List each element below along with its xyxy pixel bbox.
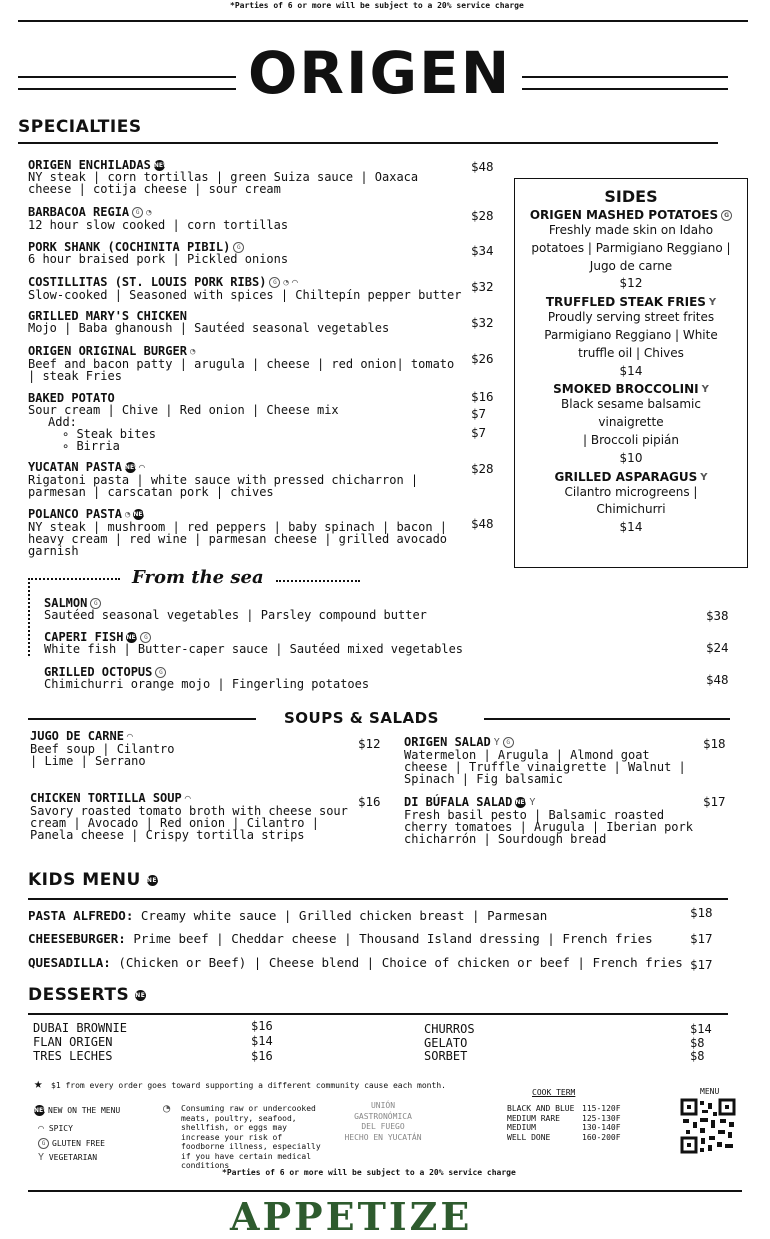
item-price: $17 bbox=[703, 794, 726, 809]
menu-item-baked-potato bbox=[28, 392, 468, 452]
item-price: $32 bbox=[471, 315, 494, 330]
item-name: PORK SHANK (COCHINITA PIBIL) bbox=[28, 240, 231, 254]
add-label: Add: bbox=[48, 415, 77, 429]
gluten-free-icon: G bbox=[90, 598, 101, 609]
side-desc-line: Freshly made skin on Idaho bbox=[548, 223, 714, 237]
side-name-text: TRUFFLED STEAK FRIES bbox=[545, 295, 706, 310]
sides-box bbox=[514, 178, 748, 568]
item-name: GRILLED MARY'S CHICKEN bbox=[28, 309, 187, 323]
bottom-service-note: *Parties of 6 or more will be subject to a 20% service charge bbox=[222, 1168, 516, 1177]
item-price: $12 bbox=[358, 736, 381, 751]
next-heading-text: APPETIZE bbox=[230, 1194, 473, 1239]
new-on-menu-icon: NEW bbox=[515, 799, 532, 806]
legend-veg-text: VEGETARIAN bbox=[48, 1153, 98, 1162]
menu-item-origen-burger bbox=[28, 345, 468, 382]
gluten-free-icon: G bbox=[38, 1138, 49, 1149]
raw-warning-icon: ◔ bbox=[163, 1101, 171, 1115]
item-desc: Chimichurri orange mojo | Fingerling potatoes bbox=[44, 677, 370, 691]
item-desc: NY steak | mushroom | red peppers | baby spinach | bacon | heavy cream | red wine | parmesan cheese | grilled avocado garnish bbox=[28, 519, 448, 558]
add-price: $7 bbox=[471, 406, 487, 421]
item-name: ORIGEN ORIGINAL BURGER bbox=[28, 344, 187, 358]
community-note: $1 from every order goes toward supporting a different community cause each month. bbox=[51, 1081, 446, 1090]
cook-temp: 130-140F bbox=[582, 1123, 621, 1132]
menu-item-jugo-de-carne bbox=[30, 730, 360, 767]
union-line: DEL FUEGO bbox=[361, 1122, 405, 1131]
legend-spicy-text: SPICY bbox=[48, 1124, 73, 1133]
kids-item bbox=[28, 908, 547, 923]
new-on-menu-icon: NEW bbox=[146, 876, 165, 884]
menu-item-caperi-fish bbox=[44, 631, 484, 655]
star-icon: ★ bbox=[34, 1076, 43, 1092]
union-stamp bbox=[338, 1101, 428, 1143]
item-name: CHICKEN TORTILLA SOUP bbox=[30, 791, 182, 805]
menu-item-grilled-marys-chicken bbox=[28, 310, 468, 334]
bullet-icon: ∘ bbox=[62, 427, 77, 441]
side-price: $10 bbox=[619, 450, 643, 465]
sides-heading: SIDES bbox=[604, 187, 658, 206]
raw-warning-text: Consuming raw or undercooked meats, poultry, seafood, shellfish, or eggs may increase your risk of foodborne illness, especially if you have certain medical conditions bbox=[181, 1104, 321, 1170]
item-desc: Watermelon | Arugula | Almond goat cheese | Truffle vinaigrette | Walnut | Spinach | Fig balsamic bbox=[404, 747, 686, 786]
menu-item-barbacoa-regia bbox=[28, 206, 468, 231]
soups-heading: SOUPS & SALADS bbox=[284, 709, 439, 727]
dessert-item: GELATO bbox=[424, 1036, 468, 1050]
item-desc: Beef and bacon patty | arugula | cheese | red onion| tomato | steak Fries bbox=[28, 356, 455, 383]
brand-logo: ORIGEN bbox=[248, 39, 512, 107]
side-price: $14 bbox=[619, 520, 643, 535]
legend-spicy bbox=[38, 1124, 73, 1134]
cook-term: MEDIUM bbox=[507, 1123, 536, 1132]
union-line: GASTRONÓMICA bbox=[354, 1111, 412, 1121]
raw-warning-icon: ◔ bbox=[124, 509, 131, 520]
side-name bbox=[515, 208, 747, 222]
bullet-icon: ∘ bbox=[62, 439, 77, 453]
item-name: CAPERI FISH bbox=[44, 630, 124, 644]
item-price: $48 bbox=[471, 159, 494, 174]
vegetarian-icon: Y bbox=[38, 1152, 45, 1163]
specialties-divider bbox=[18, 142, 718, 144]
vegetarian-icon: Y bbox=[493, 736, 500, 748]
item-desc: Fresh basil pesto | Balsamic roasted cherry tomatoes | Arugula | Iberian pork chicharrón | Sourdough bread bbox=[404, 807, 693, 846]
item-name: JUGO DE CARNE bbox=[30, 729, 124, 743]
side-price: $14 bbox=[619, 363, 643, 378]
kids-item bbox=[28, 955, 683, 970]
vegetarian-icon: Y bbox=[700, 471, 708, 483]
dessert-item: DUBAI BROWNIE bbox=[33, 1021, 127, 1035]
cook-term-temps bbox=[582, 1104, 621, 1142]
gluten-free-icon: G bbox=[503, 737, 514, 748]
cook-term-title: COOK TERM bbox=[532, 1088, 576, 1097]
new-on-menu-icon: NEW bbox=[126, 634, 143, 641]
menu-item-chicken-tortilla-soup bbox=[30, 792, 360, 841]
cook-temp: 125-130F bbox=[582, 1113, 621, 1123]
side-desc-line: Chimichurri bbox=[596, 502, 666, 517]
item-desc: Sour cream | Chive | Red onion | Cheese mix bbox=[28, 403, 339, 417]
item-price: $32 bbox=[471, 279, 494, 294]
item-price: $34 bbox=[471, 243, 494, 258]
kids-item bbox=[28, 931, 653, 946]
item-price: $26 bbox=[471, 351, 494, 366]
gluten-free-icon: G bbox=[269, 277, 280, 288]
vegetarian-icon: Y bbox=[708, 297, 717, 309]
item-desc: 12 hour slow cooked | corn tortillas bbox=[28, 217, 289, 232]
gluten-free-icon: G bbox=[233, 242, 244, 253]
item-price: $48 bbox=[471, 516, 494, 531]
side-desc-line: Cilantro microgreens | bbox=[564, 484, 698, 499]
add-option: Birria bbox=[76, 439, 120, 453]
chili-pepper-icon: ⌒ bbox=[126, 730, 133, 742]
dessert-price: $14 bbox=[251, 1034, 273, 1048]
vegetarian-icon: Y bbox=[529, 796, 536, 808]
kids-heading-text: KIDS MENU bbox=[28, 870, 141, 890]
new-on-menu-icon: NEW bbox=[133, 511, 150, 518]
item-desc: 6 hour braised pork | Pickled onions bbox=[28, 252, 289, 266]
header-line-right-1 bbox=[522, 76, 728, 78]
legend-gluten-free bbox=[38, 1138, 105, 1149]
menu-item-origen-enchiladas bbox=[28, 159, 468, 195]
item-price: $24 bbox=[706, 640, 729, 655]
raw-warning-icon: ◔ bbox=[146, 207, 152, 218]
item-price: $28 bbox=[471, 208, 494, 223]
desserts-divider bbox=[28, 1013, 728, 1015]
chili-pepper-icon: ⌒ bbox=[138, 461, 145, 473]
dessert-item: FLAN ORIGEN bbox=[33, 1035, 113, 1049]
item-name: ORIGEN SALAD bbox=[404, 735, 491, 749]
dessert-price: $8 bbox=[690, 1049, 705, 1063]
item-name: BAKED POTATO bbox=[28, 391, 115, 405]
item-price: $16 bbox=[358, 794, 381, 809]
menu-item-salmon bbox=[44, 597, 484, 621]
qr-label: MENU bbox=[700, 1087, 720, 1096]
gluten-free-icon: G bbox=[155, 667, 166, 678]
item-name: POLANCO PASTA bbox=[28, 507, 122, 521]
cook-temp: 115-120F bbox=[582, 1104, 621, 1113]
gluten-free-icon: G bbox=[721, 210, 732, 221]
raw-warning-icon: ◔ bbox=[283, 277, 289, 288]
item-name: YUCATAN PASTA bbox=[28, 460, 122, 474]
menu-item-costillitas bbox=[28, 276, 468, 301]
top-divider bbox=[18, 20, 748, 22]
gluten-free-icon: G bbox=[132, 207, 143, 218]
item-desc: Slow-cooked | Seasoned with spices | Chiltepín pepper butter bbox=[28, 287, 462, 302]
add-price: $7 bbox=[471, 425, 487, 440]
header-line-right-2 bbox=[522, 88, 728, 90]
item-desc: NY steak | corn tortillas | green Suiza sauce | Oaxaca cheese | cotija cheese | sour cream bbox=[28, 170, 419, 196]
dessert-price: $16 bbox=[251, 1049, 273, 1063]
side-desc-line: vinaigrette bbox=[598, 415, 664, 430]
cook-term-names bbox=[507, 1104, 574, 1142]
item-price: $18 bbox=[690, 905, 713, 920]
item-desc: Rigatoni pasta | white sauce with pressed chicharron | parmesan | carscatan pork | chives bbox=[28, 472, 419, 499]
side-desc-line: Proudly serving street frites bbox=[547, 310, 715, 325]
desserts-heading bbox=[28, 985, 153, 1005]
legend-vegetarian bbox=[38, 1153, 97, 1163]
gluten-free-icon: G bbox=[140, 632, 151, 643]
menu-item-origen-salad bbox=[404, 736, 694, 785]
chili-pepper-icon: ⌒ bbox=[291, 276, 298, 288]
menu-item-di-bufala-salad bbox=[404, 796, 694, 845]
new-on-menu-icon: NEW bbox=[124, 464, 141, 471]
cook-term: MEDIUM RARE bbox=[507, 1113, 560, 1123]
specialties-heading: SPECIALTIES bbox=[18, 117, 142, 137]
new-on-menu-icon: NEW bbox=[135, 991, 153, 999]
bottom-divider bbox=[28, 1190, 742, 1192]
item-name: COSTILLITAS (ST. LOUIS PORK RIBS) bbox=[28, 275, 267, 289]
side-desc-line: truffle oil | Chives bbox=[578, 345, 684, 360]
side-desc-line: Jugo de carne bbox=[589, 258, 673, 273]
side-name bbox=[515, 470, 747, 484]
dessert-price: $16 bbox=[251, 1019, 273, 1033]
item-desc: White fish | Butter-caper sauce | Sautéed mixed vegetables bbox=[44, 642, 464, 656]
item-price: $48 bbox=[706, 672, 729, 687]
kids-heading bbox=[28, 870, 165, 890]
item-desc: Sautéed seasonal vegetables | Parsley compound butter bbox=[44, 608, 427, 622]
side-name-text: GRILLED ASPARAGUS bbox=[554, 469, 698, 484]
header-line-left-2 bbox=[18, 88, 236, 90]
cook-term: BLACK AND BLUE bbox=[507, 1104, 575, 1113]
item-price: $17 bbox=[690, 931, 713, 946]
chili-pepper-icon: ⌒ bbox=[184, 792, 191, 804]
raw-warning-icon: ◔ bbox=[189, 346, 196, 357]
item-name: GRILLED OCTOPUS bbox=[44, 665, 153, 679]
next-section-heading bbox=[230, 1194, 530, 1239]
dessert-price: $14 bbox=[690, 1022, 712, 1036]
side-name bbox=[515, 382, 747, 396]
vegetarian-icon: Y bbox=[701, 384, 709, 396]
side-desc-line: | Broccoli pipián bbox=[583, 432, 679, 447]
top-service-note: *Parties of 6 or more will be subject to a 20% service charge bbox=[230, 1, 524, 10]
side-name bbox=[515, 295, 747, 309]
item-name: ORIGEN ENCHILADAS bbox=[28, 158, 151, 172]
header-line-left-1 bbox=[18, 76, 236, 78]
union-line: UNIÓN bbox=[370, 1101, 396, 1110]
item-desc: (Chicken or Beef) | Cheese blend | Choice of chicken or beef | French fries bbox=[118, 955, 683, 970]
sea-heading: From the sea bbox=[132, 567, 264, 588]
soups-line-left bbox=[28, 718, 256, 720]
item-desc: Creamy white sauce | Grilled chicken breast | Parmesan bbox=[140, 908, 548, 923]
item-name: QUESADILLA: bbox=[28, 955, 111, 970]
item-price: $18 bbox=[703, 736, 726, 751]
menu-item-polanco-pasta bbox=[28, 508, 468, 557]
dessert-item: TRES LECHES bbox=[33, 1049, 113, 1063]
side-name-text: ORIGEN MASHED POTATOES bbox=[529, 208, 719, 222]
new-on-menu-icon: NEW bbox=[34, 1107, 50, 1114]
item-name: SALMON bbox=[44, 596, 88, 610]
union-line: HECHO EN YUCATÁN bbox=[344, 1132, 422, 1142]
item-price: $28 bbox=[471, 461, 494, 476]
cook-temp: 160-200F bbox=[582, 1132, 621, 1142]
cook-term: WELL DONE bbox=[507, 1132, 551, 1142]
new-on-menu-icon: NEW bbox=[153, 162, 170, 169]
kids-divider bbox=[28, 898, 728, 900]
sea-dotted-line-left bbox=[28, 578, 120, 580]
item-price: $17 bbox=[690, 957, 713, 972]
legend-new bbox=[34, 1105, 120, 1116]
menu-item-grilled-octopus bbox=[44, 666, 484, 690]
menu-item-pork-shank bbox=[28, 241, 468, 265]
item-name: BARBACOA REGIA bbox=[28, 205, 130, 219]
menu-item-yucatan-pasta bbox=[28, 461, 468, 498]
side-desc-line: Black sesame balsamic bbox=[561, 397, 701, 412]
item-name: PASTA ALFREDO: bbox=[28, 908, 134, 923]
chili-pepper-icon: ⌒ bbox=[38, 1123, 45, 1134]
item-desc: Savory roasted tomato broth with cheese sour cream | Avocado | Red onion | Cilantro | Panela cheese | Crispy tortilla strips bbox=[30, 803, 348, 842]
side-name-text: SMOKED BROCCOLINI bbox=[553, 382, 699, 397]
item-price: $38 bbox=[706, 608, 729, 623]
item-desc: Beef soup | Cilantro | Lime | Serrano bbox=[30, 741, 175, 768]
side-desc-line: Parmigiano Reggiano | White bbox=[544, 327, 718, 342]
add-option: Steak bites bbox=[76, 427, 156, 441]
item-name: DI BÚFALA SALAD bbox=[404, 795, 513, 809]
legend-gf-text: GLUTEN FREE bbox=[52, 1139, 105, 1148]
item-desc: Mojo | Baba ghanoush | Sautéed seasonal vegetables bbox=[28, 321, 390, 335]
sea-dotted-line-right bbox=[276, 580, 360, 582]
soups-line-right bbox=[484, 718, 730, 720]
side-desc-line: potatoes | Parmigiano Reggiano | bbox=[531, 240, 731, 255]
item-price: $16 bbox=[471, 389, 494, 404]
dessert-item: SORBET bbox=[424, 1049, 468, 1063]
sea-dotted-line-vertical bbox=[28, 578, 30, 656]
side-price: $12 bbox=[619, 276, 643, 291]
desserts-heading-text: DESSERTS bbox=[28, 985, 130, 1005]
item-name: CHEESEBURGER: bbox=[28, 931, 126, 946]
dessert-price: $8 bbox=[690, 1036, 705, 1050]
qr-code[interactable] bbox=[680, 1098, 736, 1154]
legend-new-text: NEW ON THE MENU bbox=[48, 1106, 121, 1115]
dessert-item: CHURROS bbox=[424, 1022, 475, 1036]
item-desc: Prime beef | Cheddar cheese | Thousand Island dressing | French fries bbox=[133, 931, 653, 946]
